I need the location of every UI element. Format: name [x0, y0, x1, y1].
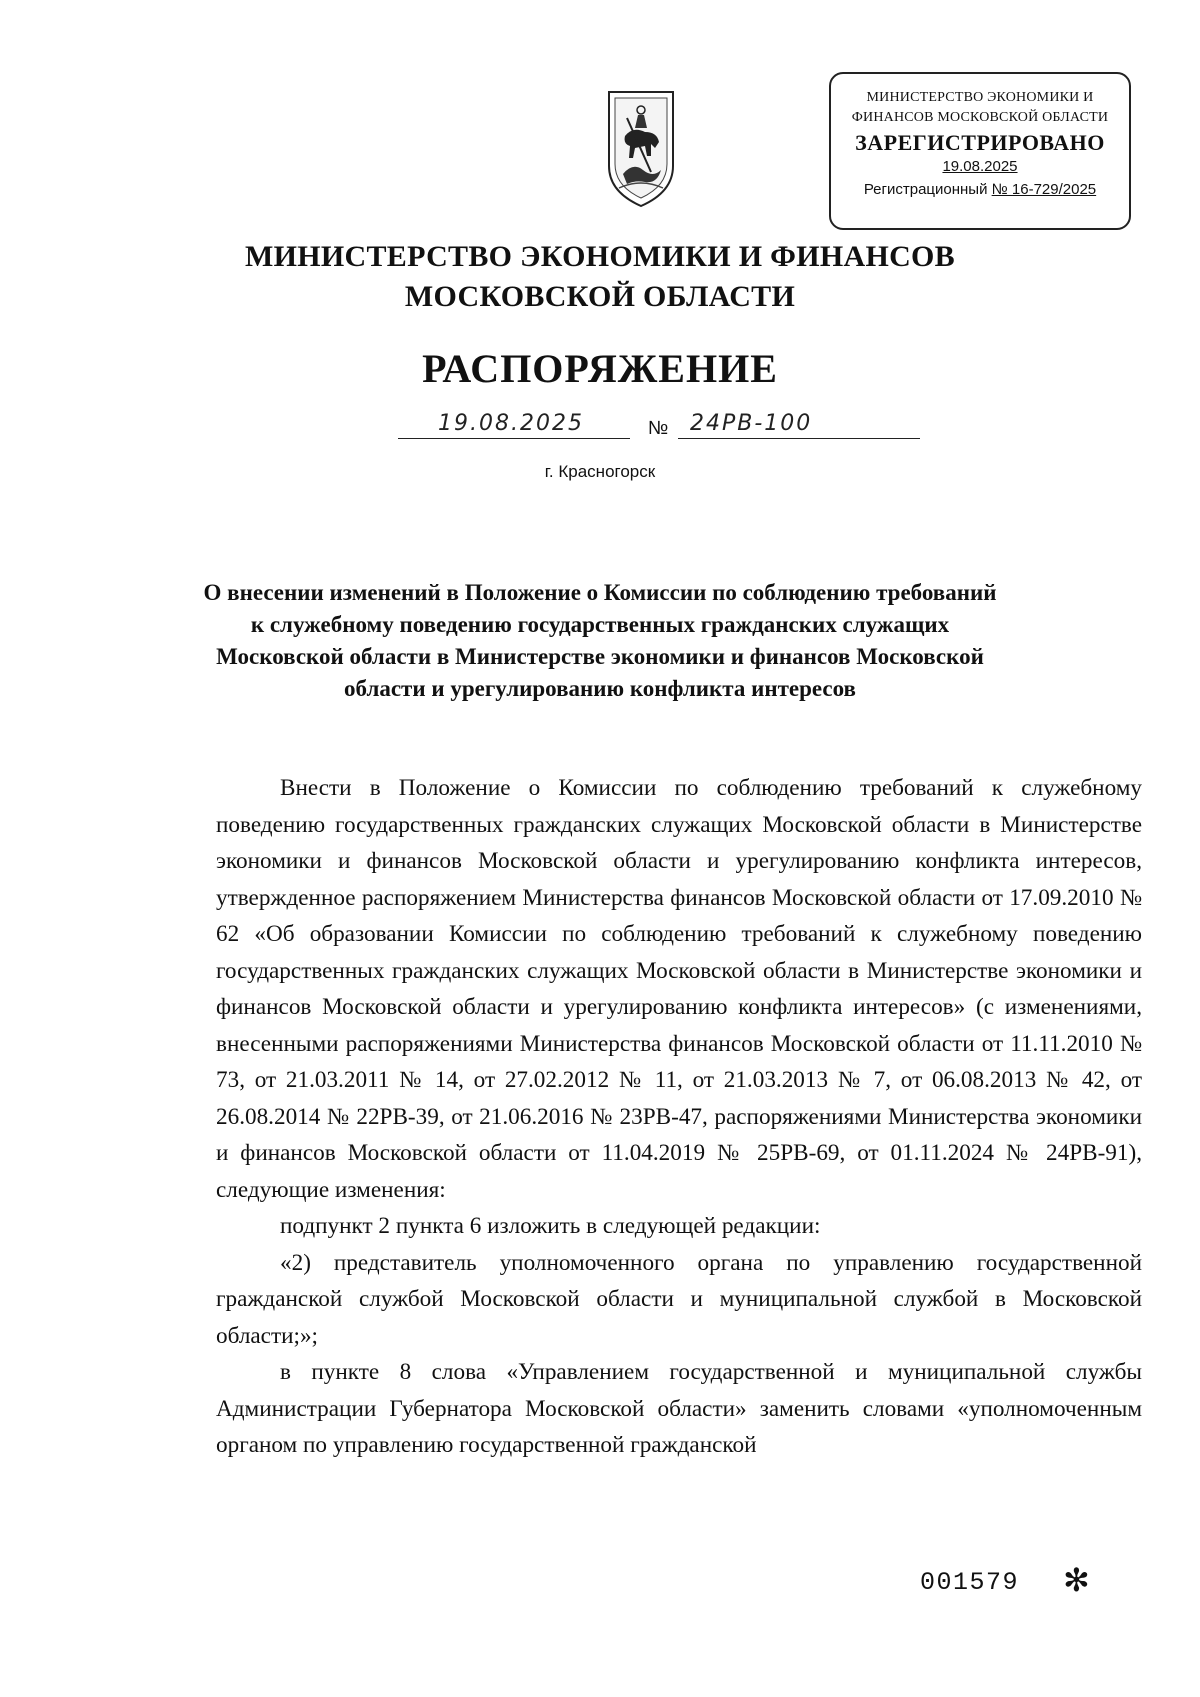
- stamp-ministry-line-1: МИНИСТЕРСТВО ЭКОНОМИКИ И: [866, 90, 1094, 105]
- ministry-name-line-2: МОСКОВСКОЙ ОБЛАСТИ: [404, 280, 796, 313]
- body-paragraph-1: Внести в Положение о Комиссии по соблюдению требований к служебному поведению государственных гражданских служащих Московской области в Министерстве экономики и финансов Московской области и урегулированию конфликта интересов, утвержденное распоряжением Министерства финансов Московской области от 17.09.2010 № 62 «Об образовании Комиссии по соблюдению требований к служебному поведению государственных гражданских служащих Московской области в Министерстве экономики и финансов Московской области и урегулированию конфликта интересов» (с изменениями, внесенными распоряжениями Министерства финансов Московской области от 11.11.2010 № 73, от 21.03.2011 № 14, от 27.02.2012 № 11, от 21.03.2013 № 7, от 06.08.2013 № 42, от 26.08.2014 № 22РВ-39, от 21.06.2016 № 23РВ-47, распоряжениями Министерства экономики и финансов Московской области от 11.04.2019 № 25РВ-69, от 01.11.2024 № 24РВ-91), следующие изменения:: [216, 775, 1142, 1203]
- registration-stamp: [829, 72, 1131, 230]
- city-name: г. Красногорск: [544, 462, 656, 481]
- body-paragraph-3: «2) представитель уполномоченного органа по управлению государственной гражданской службой Московской области и муниципальной службой в Московской области;»;: [216, 1249, 1142, 1349]
- stamp-date: 19.08.2025: [942, 158, 1018, 175]
- document-body: [216, 770, 1142, 1464]
- stamp-registration-number: [831, 181, 1129, 198]
- asterisk-mark: ✻: [1063, 1561, 1090, 1599]
- ministry-name-line-1: МИНИСТЕРСТВО ЭКОНОМИКИ И ФИНАНСОВ: [245, 240, 955, 273]
- document-type-title: РАСПОРЯЖЕНИЕ: [422, 346, 778, 391]
- stamp-reg-label: Регистрационный: [863, 181, 992, 198]
- body-paragraph-4: в пункте 8 слова «Управлением государственной и муниципальной службы Администрации Губернатора Московской области» заменить словами «уполномоченным органом по управлению государственной гражданской: [216, 1359, 1142, 1458]
- stamp-reg-number: № 16-729/2025: [991, 181, 1097, 198]
- handwritten-date: 19.08.2025: [438, 411, 584, 436]
- handwritten-number: 24РВ-100: [690, 411, 813, 436]
- stamp-ministry-line-2: ФИНАНСОВ МОСКОВСКОЙ ОБЛАСТИ: [851, 110, 1109, 125]
- form-serial-number: 001579: [920, 1568, 1020, 1597]
- document-subject-title: О внесении изменений в Положение о Комиссии по соблюдению требований к служебному поведению государственных гражданских служащих Московской области в Министерстве экономики и финансов Московской области и урегулированию конфликта интересов: [203, 580, 997, 701]
- stamp-registered-label: ЗАРЕГИСТРИРОВАНО: [855, 130, 1105, 155]
- body-paragraph-2: подпункт 2 пункта 6 изложить в следующей редакции:: [280, 1213, 821, 1239]
- number-sign: №: [648, 418, 669, 439]
- number-underline: [678, 438, 920, 439]
- date-underline: [398, 438, 630, 439]
- coat-of-arms-emblem: [605, 88, 677, 212]
